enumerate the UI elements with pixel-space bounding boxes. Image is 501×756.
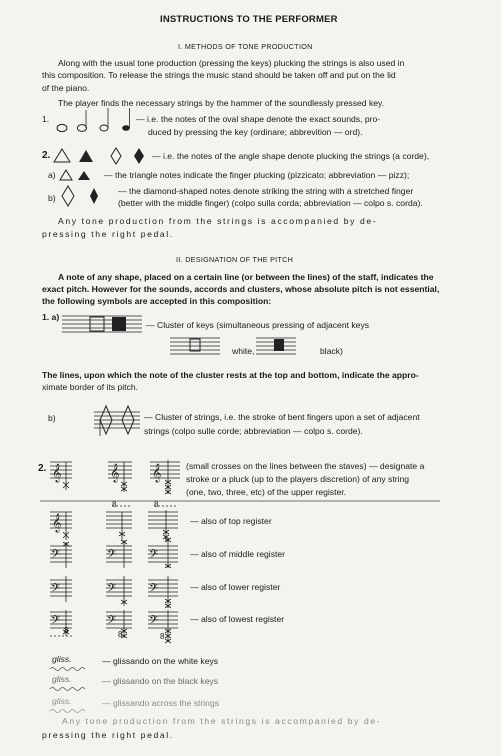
section2-item2-number: 2. <box>38 463 47 474</box>
cluster-border-line1: The lines, upon which the note of the cluster rests at the top and bottom, indicate the appro- <box>42 370 419 380</box>
item1-text-line2: duced by pressing the key (ordinare; abbrevition — ord). <box>148 127 363 137</box>
cluster-strings-line1: — Cluster of strings, i.e. the stroke of bent fingers upon a set of adjacent <box>144 412 420 422</box>
section2-paragraph-line1: A note of any shape, placed on a certain line (or between the lines) of the staff, indicates the <box>58 272 434 282</box>
svg-text:𝄢: 𝄢 <box>107 614 117 630</box>
svg-text:𝄢: 𝄢 <box>51 548 61 564</box>
item1-number: 1. <box>42 114 50 124</box>
section1-paragraph-line2: this composition. To release the strings the music stand should be taken off and put on the lid <box>42 70 396 80</box>
upper-register-staves <box>50 456 190 496</box>
section2-item1a-label: 1. a) <box>42 312 60 322</box>
crosses-line3: (one, two, three, etc) of the upper register. <box>186 487 347 497</box>
cluster-strings-line2: strings (colpo sulle corde; abbreviation — colpo s. corde). <box>144 426 363 436</box>
svg-text:𝄢: 𝄢 <box>107 548 117 564</box>
section1-heading: I. METHODS OF TONE PRODUCTION <box>178 42 313 51</box>
item2b-text-line2: (better with the middle finger) (colpo sulla corda; abbreviation — colpo s. corda). <box>118 198 423 208</box>
item2a-label: a) <box>48 170 56 180</box>
octave-mark-low-2: 8 <box>118 630 123 639</box>
section2-pedal-line2: pressing the right pedal. <box>42 730 174 740</box>
triangle-notes-figure <box>60 168 100 182</box>
item2-number: 2. <box>42 150 51 161</box>
svg-text:𝄞: 𝄞 <box>152 463 162 482</box>
octave-mark-top-1: 8 <box>112 500 117 509</box>
svg-text:𝄞: 𝄞 <box>110 463 120 482</box>
crosses-line1: (small crosses on the lines between the staves) — designate a <box>186 461 425 471</box>
cluster-keys-text: — Cluster of keys (simultaneous pressing of adjacent keys <box>146 320 370 330</box>
cluster-white-label: white, <box>232 346 255 356</box>
gliss-wave-black <box>50 686 90 692</box>
top-register-text: — also of top register <box>190 516 272 526</box>
gliss-wave-white <box>50 666 90 672</box>
section2-item1b-label: b) <box>48 413 56 423</box>
item2-text: — i.e. the notes of the angle shape denote plucking the strings (a corde), <box>152 151 430 161</box>
svg-text:𝄢: 𝄢 <box>51 614 61 630</box>
item1-text-line1: — i.e. the notes of the oval shape denote the exact sounds, pro- <box>136 114 381 124</box>
section1-paragraph-line1: Along with the usual tone production (pressing the keys) plucking the strings is also used in <box>58 58 405 68</box>
gliss-white-text: — glissando on the white keys <box>102 656 219 666</box>
diamond-notes-figure <box>62 185 112 207</box>
svg-text:𝄢: 𝄢 <box>107 582 117 598</box>
octave-mark-top-2: 8 <box>154 500 159 509</box>
gliss-label-black: gliss. <box>52 674 72 684</box>
cluster-black-label: black) <box>320 346 343 356</box>
middle-register-text: — also of middle register <box>190 549 286 559</box>
gliss-label-strings: gliss. <box>52 696 72 706</box>
section2-paragraph-line2: exact pitch. However for the sounds, accords and clusters, whose absolute pitch is not essential, <box>42 284 440 294</box>
section1-paragraph2: The player finds the necessary strings by the hammer of the soundlessly pressed key. <box>58 98 385 108</box>
angle-notes-figure <box>54 147 154 165</box>
cluster-strings-figure <box>94 402 144 442</box>
cluster-border-line2: ximate border of its pitch. <box>42 382 139 392</box>
item2b-label: b) <box>48 193 56 203</box>
gliss-black-text: — glissando on the black keys <box>102 676 219 686</box>
svg-text:𝄞: 𝄞 <box>52 463 62 482</box>
octave-mark-low-1: 8 <box>64 626 69 635</box>
section2-heading: II. DESIGNATION OF THE PITCH <box>176 255 294 264</box>
page-title: INSTRUCTIONS TO THE PERFORMER <box>160 14 338 25</box>
gliss-wave-strings <box>50 708 90 714</box>
item2a-text: — the triangle notes indicate the finger plucking (pizzicato; abbreviation — pizz); <box>104 170 410 180</box>
octave-mark-low-3: 8 <box>160 632 165 641</box>
svg-text:𝄢: 𝄢 <box>149 582 159 598</box>
svg-text:𝄢: 𝄢 <box>51 582 61 598</box>
lowest-register-text: — also of lowest register <box>190 614 285 624</box>
section1-pedal-line1: Any tone production from the strings is accompanied by de- <box>58 216 378 226</box>
section2-pedal-line1: Any tone production from the strings is accompanied by de- <box>62 716 382 726</box>
crosses-line2: stroke or a pluck (up to the players discretion) of any string <box>186 474 410 484</box>
svg-text:𝄢: 𝄢 <box>149 548 159 564</box>
svg-text:𝄢: 𝄢 <box>149 614 159 630</box>
section1-paragraph-line3: of the piano. <box>42 83 90 93</box>
item2b-text-line1: — the diamond-shaped notes denote striking the string with a stretched finger <box>118 186 414 196</box>
section2-paragraph-line3: the following symbols are accepted in this composition: <box>42 296 272 306</box>
gliss-strings-text: — glissando across the strings <box>102 698 220 708</box>
gliss-label-white: gliss. <box>52 654 72 664</box>
section1-pedal-line2: pressing the right pedal. <box>42 229 174 239</box>
svg-text:𝄞: 𝄞 <box>52 513 62 532</box>
lower-register-text: — also of lower register <box>190 582 281 592</box>
